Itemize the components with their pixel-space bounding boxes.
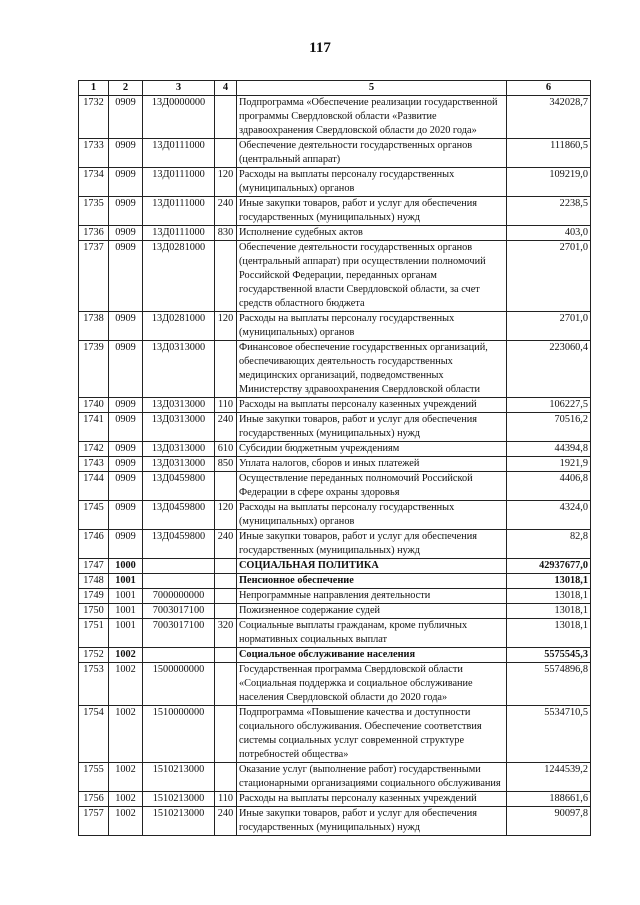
item-amount: 44394,8: [507, 442, 591, 457]
table-row: [79, 530, 591, 559]
article-code: [143, 574, 215, 589]
item-name: Осуществление переданных полномочий Российской Федерации в сфере охраны здоровья: [237, 472, 507, 501]
row-number: 1745: [79, 501, 109, 530]
expense-type-code: [215, 574, 237, 589]
item-amount: 188661,6: [507, 792, 591, 807]
table-row: [79, 559, 591, 574]
section-code: 1002: [109, 663, 143, 706]
table-row: [79, 663, 591, 706]
item-amount: 2701,0: [507, 241, 591, 312]
row-number: 1756: [79, 792, 109, 807]
table-row: [79, 312, 591, 341]
item-amount: 342028,7: [507, 96, 591, 139]
item-name: СОЦИАЛЬНАЯ ПОЛИТИКА: [237, 559, 507, 574]
section-code: 0909: [109, 472, 143, 501]
expense-type-code: [215, 139, 237, 168]
table-row: [79, 197, 591, 226]
section-code: 0909: [109, 96, 143, 139]
expense-type-code: [215, 663, 237, 706]
item-name: Государственная программа Свердловской области «Социальная поддержка и социальное обслуживание населения Свердловской области до 2020 года»: [237, 663, 507, 706]
expense-type-code: [215, 589, 237, 604]
expense-type-code: 120: [215, 501, 237, 530]
budget-table: [78, 80, 591, 836]
article-code: 7003017100: [143, 604, 215, 619]
article-code: 13Д0111000: [143, 168, 215, 197]
article-code: 13Д0459800: [143, 530, 215, 559]
table-row: [79, 398, 591, 413]
item-amount: 2701,0: [507, 312, 591, 341]
row-number: 1750: [79, 604, 109, 619]
item-name: Обеспечение деятельности государственных органов (центральный аппарат) при осуществлении полномочий Российской Федерации, переданных органам государственной власти Свердловской области, за счет средств областного бюджета: [237, 241, 507, 312]
expense-type-code: [215, 559, 237, 574]
expense-type-code: 240: [215, 530, 237, 559]
item-amount: 5574896,8: [507, 663, 591, 706]
item-name: Расходы на выплаты персоналу казенных учреждений: [237, 792, 507, 807]
row-number: 1741: [79, 413, 109, 442]
table-row: [79, 139, 591, 168]
section-code: 0909: [109, 197, 143, 226]
table-row: [79, 706, 591, 763]
item-name: Исполнение судебных актов: [237, 226, 507, 241]
table-row: [79, 457, 591, 472]
expense-type-code: [215, 706, 237, 763]
table-row: [79, 648, 591, 663]
article-code: 13Д0281000: [143, 241, 215, 312]
expense-type-code: 120: [215, 168, 237, 197]
item-name: Расходы на выплаты персоналу государственных (муниципальных) органов: [237, 168, 507, 197]
row-number: 1736: [79, 226, 109, 241]
expense-type-code: [215, 241, 237, 312]
expense-type-code: 240: [215, 807, 237, 836]
column-header-4: 4: [215, 81, 237, 96]
section-code: 1002: [109, 763, 143, 792]
article-code: 13Д0281000: [143, 312, 215, 341]
article-code: [143, 559, 215, 574]
row-number: 1752: [79, 648, 109, 663]
item-name: Подпрограмма «Повышение качества и доступности социального обслуживания. Обеспечение соответствия системы социальных услуг современной структуре потребностей общества»: [237, 706, 507, 763]
item-name: Уплата налогов, сборов и иных платежей: [237, 457, 507, 472]
section-code: 0909: [109, 226, 143, 241]
item-name: Пенсионное обеспечение: [237, 574, 507, 589]
section-code: 0909: [109, 442, 143, 457]
article-code: 1510213000: [143, 807, 215, 836]
item-amount: 4324,0: [507, 501, 591, 530]
section-code: 0909: [109, 457, 143, 472]
item-amount: 2238,5: [507, 197, 591, 226]
row-number: 1744: [79, 472, 109, 501]
table-row: [79, 574, 591, 589]
row-number: 1748: [79, 574, 109, 589]
item-name: Социальные выплаты гражданам, кроме публичных нормативных социальных выплат: [237, 619, 507, 648]
table-row: [79, 226, 591, 241]
expense-type-code: [215, 96, 237, 139]
row-number: 1740: [79, 398, 109, 413]
row-number: 1749: [79, 589, 109, 604]
table-row: [79, 604, 591, 619]
section-code: 1001: [109, 574, 143, 589]
article-code: 7003017100: [143, 619, 215, 648]
item-amount: 13018,1: [507, 604, 591, 619]
article-code: 13Д0313000: [143, 413, 215, 442]
section-code: 1001: [109, 589, 143, 604]
article-code: 13Д0111000: [143, 139, 215, 168]
item-name: Расходы на выплаты персоналу казенных учреждений: [237, 398, 507, 413]
article-code: 1510213000: [143, 792, 215, 807]
expense-type-code: [215, 341, 237, 398]
item-amount: 5534710,5: [507, 706, 591, 763]
section-code: 0909: [109, 341, 143, 398]
column-header-2: 2: [109, 81, 143, 96]
item-amount: 4406,8: [507, 472, 591, 501]
table-row: [79, 241, 591, 312]
section-code: 1002: [109, 648, 143, 663]
item-name: Расходы на выплаты персоналу государственных (муниципальных) органов: [237, 312, 507, 341]
row-number: 1755: [79, 763, 109, 792]
article-code: 13Д0313000: [143, 457, 215, 472]
expense-type-code: 320: [215, 619, 237, 648]
item-amount: 1921,9: [507, 457, 591, 472]
expense-type-code: 610: [215, 442, 237, 457]
item-name: Пожизненное содержание судей: [237, 604, 507, 619]
table-row: [79, 413, 591, 442]
expense-type-code: 240: [215, 413, 237, 442]
item-amount: 13018,1: [507, 589, 591, 604]
section-code: 0909: [109, 413, 143, 442]
header-row: [79, 81, 591, 96]
section-code: 0909: [109, 168, 143, 197]
table-row: [79, 168, 591, 197]
article-code: 13Д0000000: [143, 96, 215, 139]
section-code: 0909: [109, 312, 143, 341]
row-number: 1738: [79, 312, 109, 341]
item-name: Иные закупки товаров, работ и услуг для обеспечения государственных (муниципальных) нужд: [237, 807, 507, 836]
row-number: 1732: [79, 96, 109, 139]
item-amount: 403,0: [507, 226, 591, 241]
table-row: [79, 472, 591, 501]
table-row: [79, 792, 591, 807]
row-number: 1743: [79, 457, 109, 472]
item-amount: 106227,5: [507, 398, 591, 413]
row-number: 1746: [79, 530, 109, 559]
item-name: Иные закупки товаров, работ и услуг для обеспечения государственных (муниципальных) нужд: [237, 413, 507, 442]
expense-type-code: 110: [215, 398, 237, 413]
item-amount: 111860,5: [507, 139, 591, 168]
item-name: Социальное обслуживание населения: [237, 648, 507, 663]
column-header-1: 1: [79, 81, 109, 96]
article-code: 13Д0313000: [143, 341, 215, 398]
table-row: [79, 442, 591, 457]
item-amount: 42937677,0: [507, 559, 591, 574]
section-code: 0909: [109, 501, 143, 530]
article-code: 13Д0313000: [143, 398, 215, 413]
row-number: 1737: [79, 241, 109, 312]
item-amount: 5575545,3: [507, 648, 591, 663]
row-number: 1747: [79, 559, 109, 574]
table-row: [79, 501, 591, 530]
page-number: 117: [309, 40, 331, 56]
table-row: [79, 589, 591, 604]
row-number: 1757: [79, 807, 109, 836]
section-code: 0909: [109, 530, 143, 559]
table-row: [79, 619, 591, 648]
expense-type-code: 110: [215, 792, 237, 807]
column-header-6: 6: [507, 81, 591, 96]
expense-type-code: 830: [215, 226, 237, 241]
article-code: 13Д0111000: [143, 197, 215, 226]
expense-type-code: [215, 763, 237, 792]
item-amount: 13018,1: [507, 619, 591, 648]
table-body: [79, 96, 591, 836]
item-name: Оказание услуг (выполнение работ) государственными стационарными организациями социального обслуживания: [237, 763, 507, 792]
expense-type-code: [215, 604, 237, 619]
article-code: 1510000000: [143, 706, 215, 763]
section-code: 1002: [109, 706, 143, 763]
column-header-3: 3: [143, 81, 215, 96]
expense-type-code: [215, 472, 237, 501]
table-row: [79, 341, 591, 398]
item-name: Иные закупки товаров, работ и услуг для обеспечения государственных (муниципальных) нужд: [237, 197, 507, 226]
section-code: 1002: [109, 792, 143, 807]
article-code: 13Д0459800: [143, 472, 215, 501]
article-code: 1510213000: [143, 763, 215, 792]
item-amount: 1244539,2: [507, 763, 591, 792]
table-row: [79, 807, 591, 836]
section-code: 0909: [109, 398, 143, 413]
item-name: Субсидии бюджетным учреждениям: [237, 442, 507, 457]
item-amount: 70516,2: [507, 413, 591, 442]
section-code: 1002: [109, 807, 143, 836]
item-amount: 223060,4: [507, 341, 591, 398]
section-code: 0909: [109, 241, 143, 312]
item-name: Обеспечение деятельности государственных органов (центральный аппарат): [237, 139, 507, 168]
row-number: 1754: [79, 706, 109, 763]
item-amount: 13018,1: [507, 574, 591, 589]
expense-type-code: [215, 648, 237, 663]
section-code: 1001: [109, 604, 143, 619]
table-row: [79, 763, 591, 792]
section-code: 0909: [109, 139, 143, 168]
article-code: 7000000000: [143, 589, 215, 604]
item-amount: 90097,8: [507, 807, 591, 836]
item-name: Иные закупки товаров, работ и услуг для обеспечения государственных (муниципальных) нужд: [237, 530, 507, 559]
article-code: 13Д0111000: [143, 226, 215, 241]
item-amount: 109219,0: [507, 168, 591, 197]
row-number: 1753: [79, 663, 109, 706]
item-name: Подпрограмма «Обеспечение реализации государственной программы Свердловской области «Развитие здравоохранения Свердловской области до 2020 года»: [237, 96, 507, 139]
expense-type-code: 120: [215, 312, 237, 341]
row-number: 1739: [79, 341, 109, 398]
row-number: 1734: [79, 168, 109, 197]
row-number: 1735: [79, 197, 109, 226]
column-header-5: 5: [237, 81, 507, 96]
article-code: 1500000000: [143, 663, 215, 706]
article-code: 13Д0459800: [143, 501, 215, 530]
expense-type-code: 850: [215, 457, 237, 472]
row-number: 1742: [79, 442, 109, 457]
row-number: 1751: [79, 619, 109, 648]
section-code: 1001: [109, 619, 143, 648]
row-number: 1733: [79, 139, 109, 168]
article-code: [143, 648, 215, 663]
section-code: 1000: [109, 559, 143, 574]
article-code: 13Д0313000: [143, 442, 215, 457]
item-name: Финансовое обеспечение государственных организаций, обеспечивающих деятельность государственных медицинских организаций, подведомственных Министерству здравоохранения Свердловской области: [237, 341, 507, 398]
expense-type-code: 240: [215, 197, 237, 226]
item-amount: 82,8: [507, 530, 591, 559]
table-row: [79, 96, 591, 139]
item-name: Непрограммные направления деятельности: [237, 589, 507, 604]
item-name: Расходы на выплаты персоналу государственных (муниципальных) органов: [237, 501, 507, 530]
